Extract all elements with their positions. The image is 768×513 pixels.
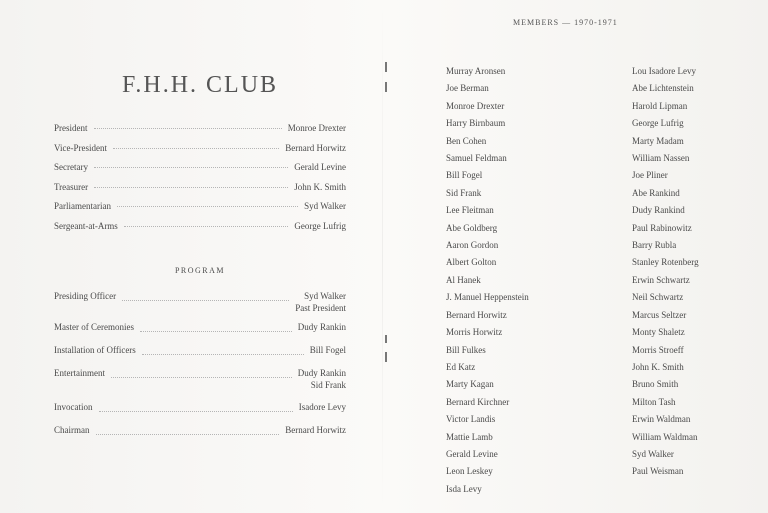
officer-row bbox=[54, 197, 346, 217]
dot-leader bbox=[122, 289, 289, 301]
program-name: Isadore Levy bbox=[298, 402, 346, 412]
officer-name: Bernard Horwitz bbox=[285, 142, 346, 153]
program-row bbox=[54, 425, 346, 437]
club-title: F.H.H. CLUB bbox=[121, 72, 279, 98]
program-role: Entertainment bbox=[54, 368, 105, 378]
member-name: Morris Horwitz bbox=[446, 327, 503, 338]
member-name: Isda Levy bbox=[446, 483, 482, 494]
member-name: Neil Schwartz bbox=[632, 292, 684, 303]
member-name: Samuel Feldman bbox=[446, 153, 507, 164]
officer-name: John K. Smith bbox=[294, 181, 346, 192]
officer-name: Monroe Drexter bbox=[287, 123, 346, 133]
member-name: Leon Leskey bbox=[446, 466, 493, 477]
officer-role: Secretary bbox=[54, 162, 88, 173]
member-name: William Waldman bbox=[632, 431, 698, 442]
officers-list bbox=[54, 119, 346, 237]
member-name: Lou Isadore Levy bbox=[632, 66, 696, 76]
program-row bbox=[54, 402, 346, 414]
member-name: William Nassen bbox=[632, 153, 690, 164]
program-row bbox=[54, 291, 346, 314]
dot-leader bbox=[96, 423, 280, 435]
officer-row bbox=[54, 119, 346, 139]
member-name: John K. Smith bbox=[632, 361, 684, 372]
member-name: Bill Fulkes bbox=[446, 344, 486, 355]
program-name: Past President bbox=[295, 302, 346, 313]
member-name: Erwin Waldman bbox=[632, 414, 691, 425]
officer-role: Vice-President bbox=[54, 142, 107, 153]
member-name: George Lufrig bbox=[632, 118, 684, 129]
member-name: Joe Pliner bbox=[632, 170, 668, 181]
dot-leader bbox=[113, 148, 279, 149]
dot-leader bbox=[94, 128, 282, 129]
member-name: Milton Tash bbox=[632, 396, 676, 407]
fold-mark bbox=[385, 352, 387, 362]
program-name: Sid Frank bbox=[310, 379, 346, 390]
program-row bbox=[54, 322, 346, 334]
fold-mark bbox=[385, 62, 387, 72]
member-name: Marcus Seltzer bbox=[632, 309, 687, 320]
member-name: Bruno Smith bbox=[632, 379, 679, 390]
member-name: Bernard Kirchner bbox=[446, 396, 510, 407]
program-name: Dudy Rankin bbox=[297, 322, 346, 332]
program-names bbox=[299, 402, 346, 414]
member-name: Abe Lichtenstein bbox=[632, 83, 694, 94]
program-row bbox=[54, 345, 346, 357]
member-name: Dudy Rankind bbox=[632, 205, 685, 216]
fold-mark bbox=[385, 82, 387, 92]
program-role: Master of Ceremonies bbox=[54, 322, 134, 332]
member-name: Bernard Horwitz bbox=[446, 309, 507, 320]
member-name: Harold Lipman bbox=[632, 100, 688, 111]
fold-mark bbox=[385, 335, 387, 343]
program-role: Installation of Officers bbox=[54, 345, 136, 355]
officer-row bbox=[54, 178, 346, 198]
member-name: Joe Berman bbox=[446, 83, 489, 94]
member-name: Morris Stroeff bbox=[632, 344, 684, 355]
member-name: Murray Aronsen bbox=[446, 66, 506, 76]
member-name: Abe Goldberg bbox=[446, 222, 498, 233]
member-name: J. Manuel Heppenstein bbox=[446, 292, 529, 303]
member-name: Abe Rankind bbox=[632, 187, 680, 198]
dot-leader bbox=[124, 226, 289, 227]
dot-leader bbox=[94, 167, 288, 168]
dot-leader bbox=[94, 187, 288, 188]
dot-leader bbox=[111, 366, 292, 378]
program-row bbox=[54, 368, 346, 391]
members-header: MEMBERS — 1970-1971 bbox=[513, 18, 618, 27]
officer-row bbox=[54, 158, 346, 178]
member-name: Harry Birnbaum bbox=[446, 118, 506, 129]
officer-row bbox=[54, 217, 346, 237]
member-name: Monty Shaletz bbox=[632, 327, 685, 338]
officer-role: Treasurer bbox=[54, 181, 89, 192]
program-names bbox=[295, 291, 346, 314]
program-role: Chairman bbox=[54, 425, 90, 435]
program-names bbox=[298, 368, 346, 391]
member-name: Marty Madam bbox=[632, 135, 684, 146]
member-name: Aaron Gordon bbox=[446, 240, 499, 251]
member-name: Paul Rabinowitz bbox=[632, 222, 692, 233]
member-name: Victor Landis bbox=[446, 414, 496, 425]
member-name: Lee Fleitman bbox=[446, 205, 494, 216]
officer-role: Sergeant-at-Arms bbox=[54, 220, 118, 231]
program-name: Syd Walker bbox=[304, 291, 346, 301]
member-name: Sid Frank bbox=[446, 187, 482, 198]
member-name: Erwin Schwartz bbox=[632, 274, 690, 285]
program-name: Dudy Rankin bbox=[297, 368, 346, 378]
officer-name: George Lufrig bbox=[294, 220, 346, 231]
member-name: Mattie Lamb bbox=[446, 431, 493, 442]
member-name: Albert Golton bbox=[446, 257, 497, 268]
center-fold bbox=[382, 0, 383, 513]
dot-leader bbox=[99, 400, 293, 412]
member-name: Bill Fogel bbox=[446, 170, 483, 181]
officer-name: Gerald Levine bbox=[294, 162, 346, 173]
program-role: Presiding Officer bbox=[54, 291, 117, 301]
program-title: PROGRAM bbox=[174, 266, 226, 275]
member-name: Gerald Levine bbox=[446, 448, 498, 459]
dot-leader bbox=[140, 320, 292, 332]
members-column-left bbox=[446, 63, 529, 498]
member-name: Stanley Rotenberg bbox=[632, 257, 699, 268]
member-name: Ben Cohen bbox=[446, 135, 487, 146]
program-list bbox=[54, 291, 346, 437]
member-name: Barry Rubla bbox=[632, 240, 677, 251]
officer-role: President bbox=[54, 123, 88, 133]
officer-role: Parliamentarian bbox=[54, 201, 111, 212]
member-name: Marty Kagan bbox=[446, 379, 494, 390]
member-name: Syd Walker bbox=[632, 448, 674, 459]
member-name: Al Hanek bbox=[446, 274, 481, 285]
member-name: Ed Katz bbox=[446, 361, 476, 372]
program-names bbox=[285, 425, 346, 437]
program-role: Invocation bbox=[54, 402, 93, 412]
dot-leader bbox=[142, 343, 304, 355]
member-name: Paul Weisman bbox=[632, 466, 684, 477]
program-names bbox=[298, 322, 346, 334]
officer-row bbox=[54, 139, 346, 159]
program-name: Bill Fogel bbox=[309, 345, 346, 355]
member-name: Monroe Drexter bbox=[446, 100, 505, 111]
program-names bbox=[310, 345, 346, 357]
dot-leader bbox=[117, 206, 298, 207]
program-name: Bernard Horwitz bbox=[285, 425, 346, 435]
members-column-right bbox=[632, 63, 699, 481]
officer-name: Syd Walker bbox=[304, 201, 346, 212]
